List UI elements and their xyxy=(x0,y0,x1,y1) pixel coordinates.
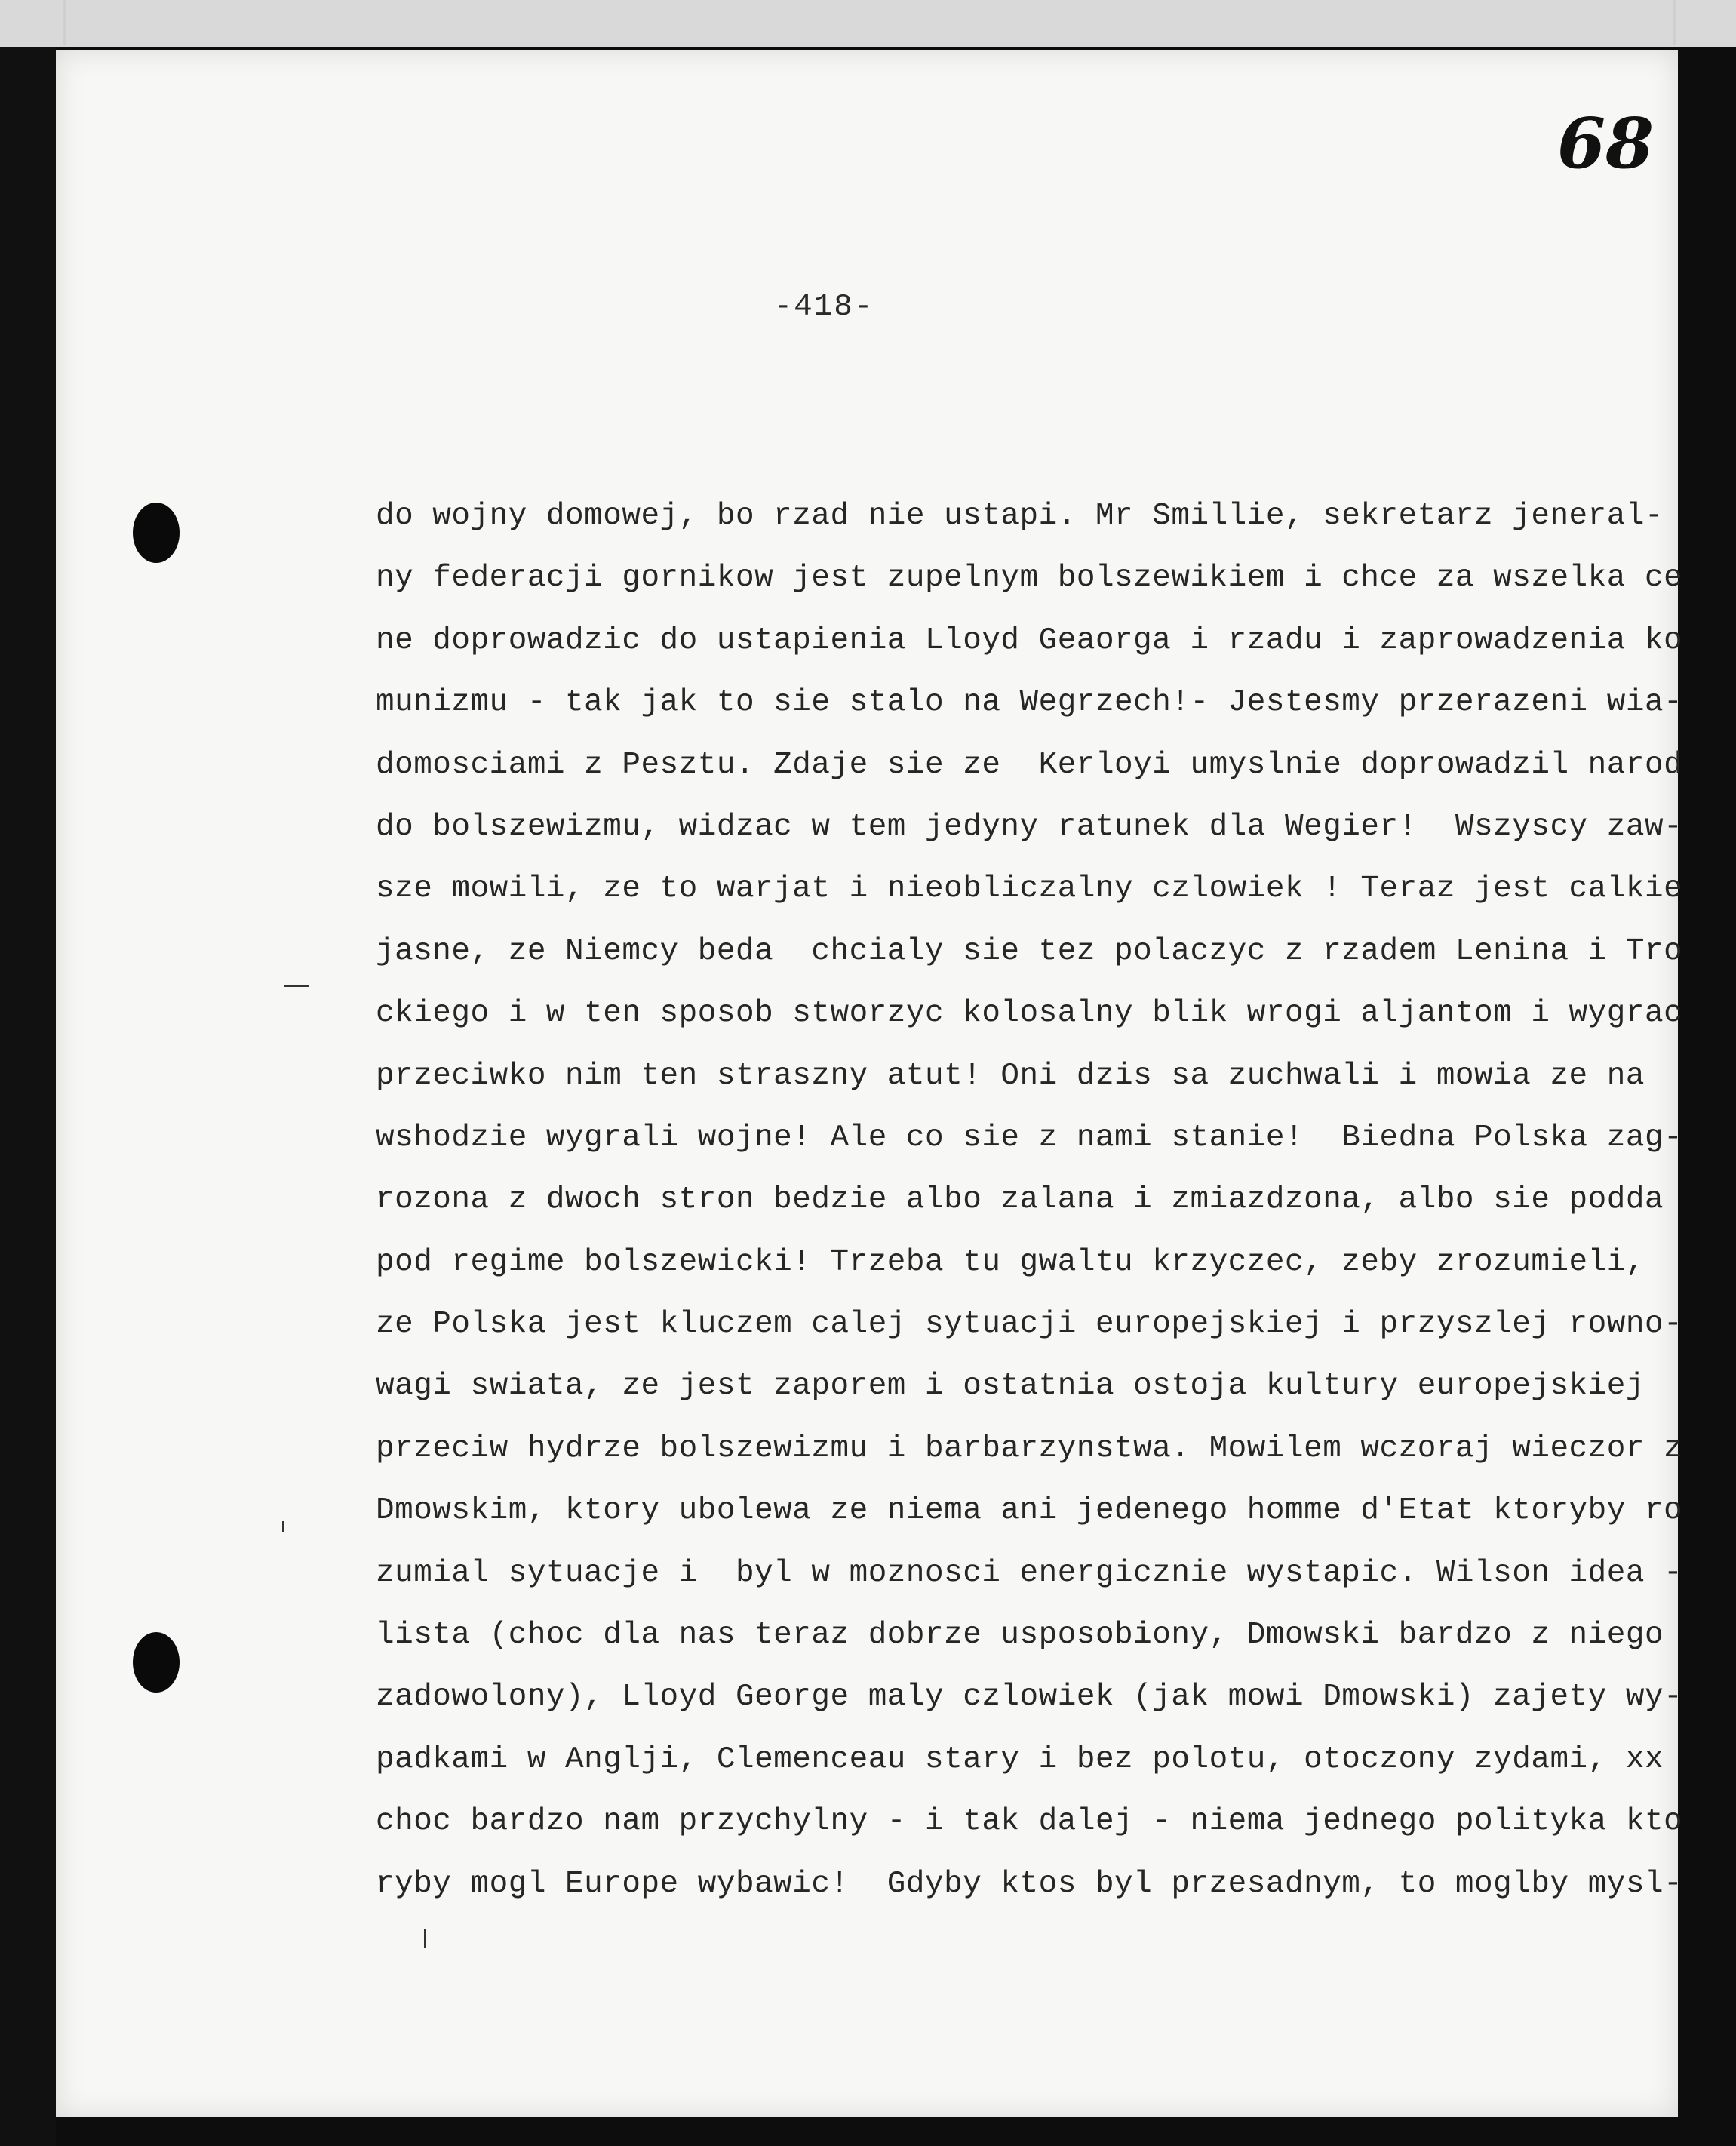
text-line: zadowolony), Lloyd George maly czlowiek (jak mowi Dmowski) zajety wy- xyxy=(376,1680,1683,1715)
page-number: -418- xyxy=(773,290,874,324)
stray-mark xyxy=(282,1521,284,1532)
text-line: do bolszewizmu, widzac w tem jedyny ratunek dla Wegier! Wszyscy zaw- xyxy=(376,809,1683,844)
sheet-edge-line xyxy=(1673,0,1676,45)
folio-number: 68 xyxy=(1557,103,1655,184)
stray-mark xyxy=(284,985,309,987)
stray-mark xyxy=(424,1929,426,1948)
text-line: przeciw hydrze bolszewizmu i barbarzynstwa. Mowilem wczoraj wieczor z xyxy=(376,1431,1683,1466)
text-line: ze Polska jest kluczem calej sytuacji europejskiej i przyszlej rowno- xyxy=(376,1307,1683,1342)
left-margin-band xyxy=(0,47,56,2146)
text-line: zumial sytuacje i byl w moznosci energicznie wystapic. Wilson idea - xyxy=(376,1555,1683,1591)
text-line: sze mowili, ze to warjat i nieobliczalny czlowiek ! Teraz jest calkie xyxy=(376,872,1683,907)
typewritten-page xyxy=(56,50,1683,2117)
punch-hole xyxy=(133,503,180,563)
text-line: ryby mogl Europe wybawic! Gdyby ktos byl przesadnym, to moglby mysl- xyxy=(376,1866,1683,1902)
text-line: lista (choc dla nas teraz dobrze usposobiony, Dmowski bardzo z niego xyxy=(376,1618,1664,1653)
text-line: ny federacji gornikow jest zupelnym bolszewikiem i chce za wszelka ce xyxy=(376,561,1683,596)
text-line: ckiego i w ten sposob stworzyc kolosalny blik wrogi aljantom i wygrac xyxy=(376,996,1683,1031)
text-line: wshodzie wygrali wojne! Ale co sie z nami stanie! Biedna Polska zag- xyxy=(376,1120,1683,1155)
text-line: munizmu - tak jak to sie stalo na Wegrzech!- Jestesmy przerazeni wia- xyxy=(376,685,1683,721)
sheet-edge-line xyxy=(63,0,66,45)
text-line: rozona z dwoch stron bedzie albo zalana i zmiazdzona, albo sie podda xyxy=(376,1182,1664,1218)
text-line: pod regime bolszewicki! Trzeba tu gwaltu krzyczec, zeby zrozumieli, xyxy=(376,1244,1645,1280)
text-line: padkami w Anglji, Clemenceau stary i bez polotu, otoczony zydami, xx xyxy=(376,1742,1664,1777)
text-line: wagi swiata, ze jest zaporem i ostatnia ostoja kultury europejskiej xyxy=(376,1369,1645,1404)
text-line: ne doprowadzic do ustapienia Lloyd Geaorga i rzadu i zaprowadzenia ko xyxy=(376,623,1683,658)
text-line: do wojny domowej, bo rzad nie ustapi. Mr Smillie, sekretarz jeneral- xyxy=(376,499,1664,533)
text-line: domosciami z Pesztu. Zdaje sie ze Kerloyi umyslnie doprowadzil narod xyxy=(376,747,1683,782)
punch-hole xyxy=(133,1632,180,1693)
text-line: choc bardzo nam przychylny - i tak dalej - niema jednego polityka kto xyxy=(376,1804,1683,1840)
body-text xyxy=(376,495,1734,1925)
previous-sheet-edge xyxy=(0,0,1736,47)
text-line: jasne, ze Niemcy beda chcialy sie tez polaczyc z rzadem Lenina i Tro xyxy=(376,933,1683,969)
text-line: przeciwko nim ten straszny atut! Oni dzis sa zuchwali i mowia ze na xyxy=(376,1058,1645,1093)
text-line: Dmowskim, ktory ubolewa ze niema ani jedenego homme d'Etat ktoryby ro xyxy=(376,1493,1683,1529)
